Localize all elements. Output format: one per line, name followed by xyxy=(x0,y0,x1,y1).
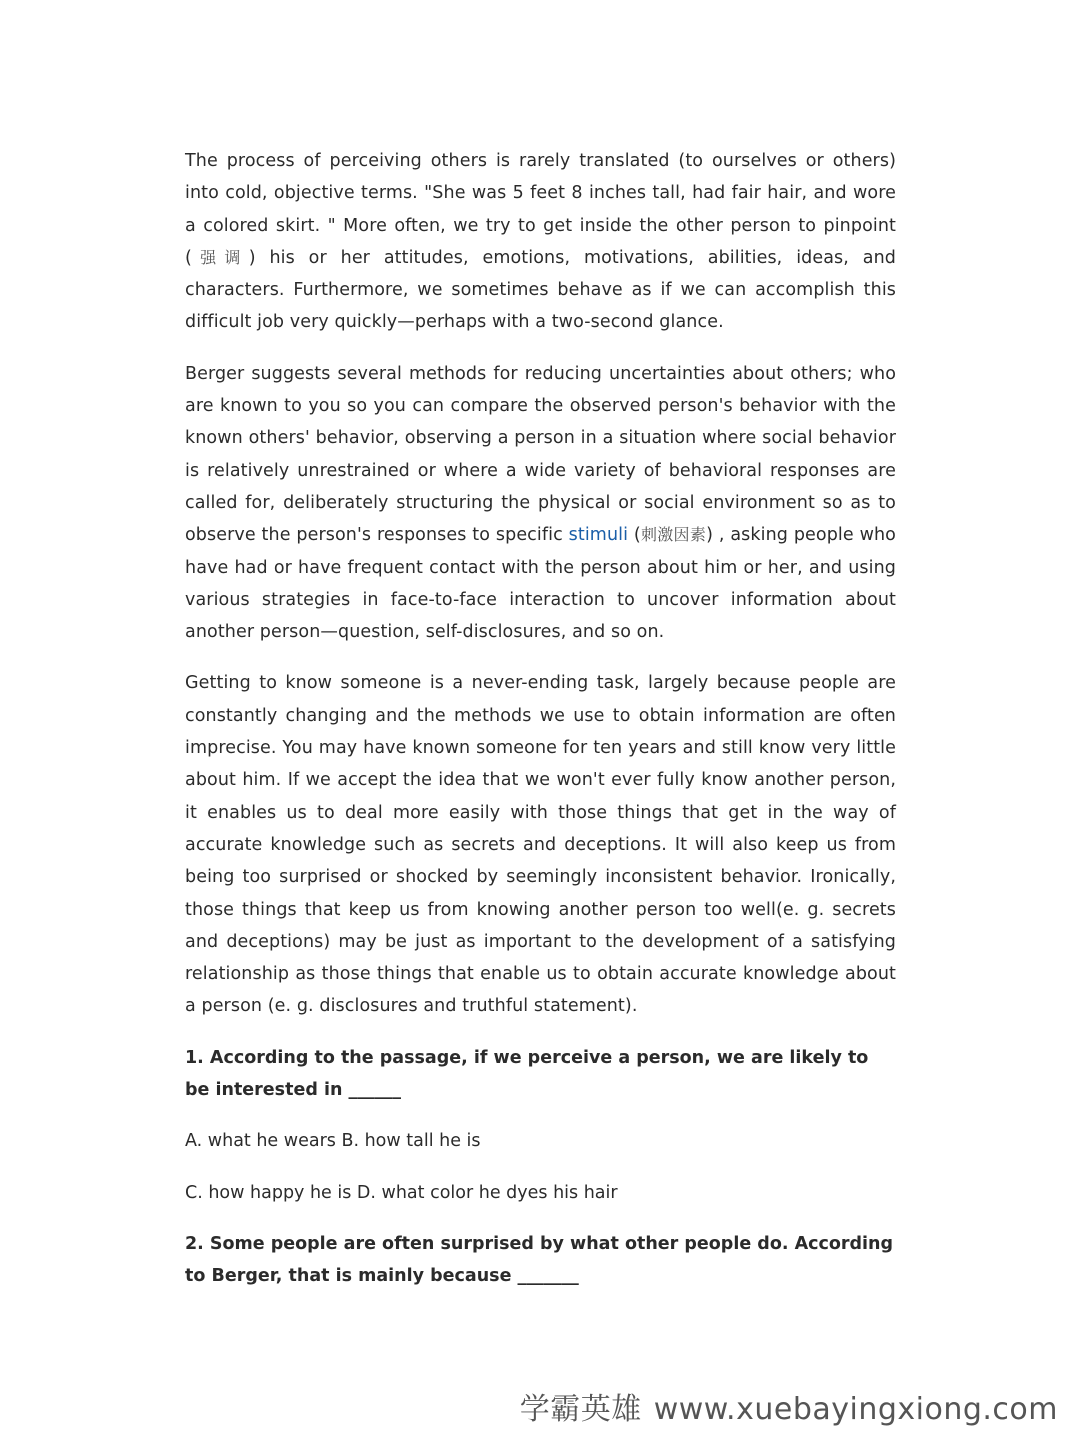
document-page xyxy=(185,145,896,1312)
p2-gloss-open: ( xyxy=(628,525,641,546)
p2-text-after: ) , asking people who have had or have frequent contact with the person about him or her, and using various strategies in face-to-face interaction to uncover information about another person—question, self-disclosures, and so on. xyxy=(185,525,896,643)
stimuli-link[interactable]: stimuli xyxy=(568,525,629,546)
p2-chinese-gloss: 刺激因素 xyxy=(640,525,707,545)
question-2-stem: 2. Some people are often surprised by what other people do. According to Berger, that is mainly because _______ xyxy=(185,1233,894,1287)
passage-paragraph-3: Getting to know someone is a never-ending task, largely because people are constantly changing and the methods we use to obtain information are often imprecise. You may have known someone for ten years and still know very little about him. If we accept the idea that we won't ever fully know another person, it enables us to deal more easily with those things that get in the way of accurate knowledge such as secrets and deceptions. It will also keep us from being too surprised or shocked by seemingly inconsistent behavior. Ironically, those things that keep us from knowing another person too well(e. g. secrets and deceptions) may be just as important to the development of a satisfying relationship as those things that enable us to obtain accurate knowledge about a person (e. g. disclosures and truthful statement). xyxy=(185,673,896,1017)
watermark-brand: 学霸英雄 xyxy=(519,1392,642,1427)
watermark-url: www.xuebayingxiong.com xyxy=(653,1392,1058,1427)
watermark xyxy=(520,1384,1058,1428)
p2-text-before: Berger suggests several methods for reducing uncertainties about others; who are known to you so you can compare the observed person's behavior with the known others' behavior, observing a person in a situation where social behavior is relatively unrestrained or where a wide variety of behavioral responses are called for, deliberately structuring the physical or social environment so as to observe the person's responses to specific xyxy=(185,363,896,546)
question-1-options-ab: A. what he wears B. how tall he is xyxy=(185,1131,481,1152)
p1-text-before: The process of perceiving others is rarely translated (to ourselves or others) into cold, objective terms. "She was 5 feet 8 inches tall, had fair hair, and wore a colored skirt. " More often, we try to get inside the other person to pinpoint ( xyxy=(185,151,896,268)
p1-chinese-gloss: 强调 xyxy=(191,247,249,267)
passage-paragraph-2 xyxy=(185,358,896,649)
p1-text-after: ) his or her attitudes, emotions, motivations, abilities, ideas, and characters. Furthermore, we sometimes behave as if we can accomplish this difficult job very quickly—perhaps with a two-second glance. xyxy=(185,247,896,333)
question-1-options-cd: C. how happy he is D. what color he dyes his hair xyxy=(185,1182,618,1203)
question-1-stem: 1. According to the passage, if we perceive a person, we are likely to be interested in ______ xyxy=(185,1047,869,1101)
passage-paragraph-1 xyxy=(185,145,896,339)
